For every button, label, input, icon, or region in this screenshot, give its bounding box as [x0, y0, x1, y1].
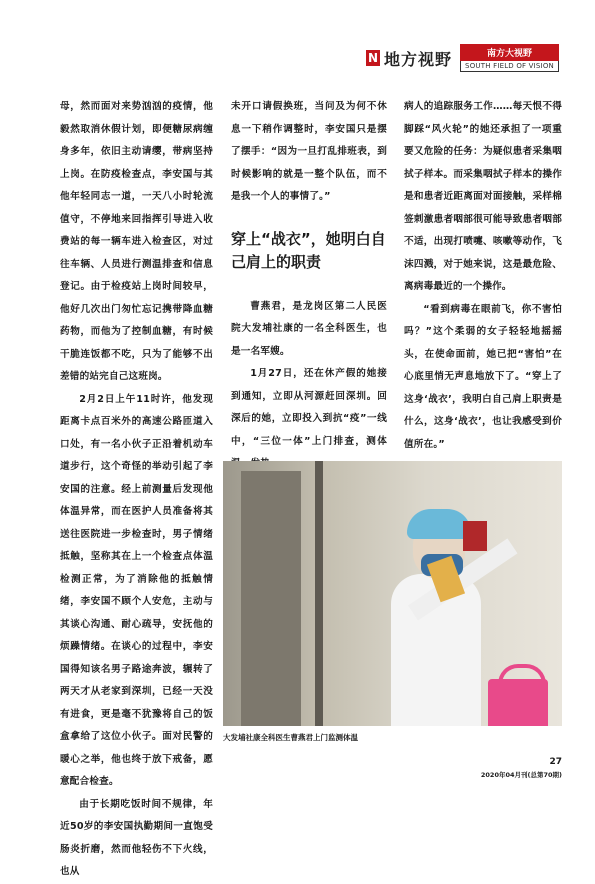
magazine-tag	[460, 44, 559, 72]
photo-caption: 大发埔社康全科医生曹燕君上门监测体温	[223, 733, 358, 742]
paragraph: 由于长期吃饭时间不规律，年近50岁的李安国执勤期间一直饱受肠炎折磨，然而他轻伤不下火线，也从	[60, 798, 213, 877]
text-column-2	[231, 96, 387, 476]
section-heading: 穿上“战衣”，她明白自己肩上的职责	[231, 229, 386, 271]
paragraph: 母，然而面对来势汹汹的疫情，他毅然取消休假计划，即便糖尿病缠身多年，依旧主动请缨，带病坚持上岗。在防疫检查点，李安国与其他年轻同志一道，一天八小时轮流值守，不停地来回指挥引导进入收费站的每一辆车进入检查区，对过往车辆、人员进行测温排查和信息登记。由于检疫站上岗时间较早，他好几次出门匆忙忘记携带降血糖药物，而他为了控制血糖，有时候干脆连饭都不吃，只为了能够不出差错的站完自己这班岗。	[60, 101, 213, 382]
paragraph: 1月27日，还在休产假的她接到通知，立即从河源赶回深圳。回深后的她，立即投入到抗“疫”一线中，“三位一体”上门排查，测体	[231, 368, 387, 447]
paragraph: 曹燕君，是龙岗区第二人民医院大发埔社康的一名全科医生，也是一名军嫂。	[231, 300, 387, 357]
pink-bag-shape	[488, 679, 548, 726]
text-column-1	[60, 96, 213, 884]
surgical-cap-shape	[407, 509, 471, 539]
door-shape	[241, 471, 301, 726]
doctor-figure	[373, 499, 483, 726]
paragraph: 2月2日上午11时许，他发现距离卡点百米外的高速公路匝道入口处，有一名小伙子正沿着机动车道步行，这个奇怪的举动引起了李安国的注意。经上前测量后发现他体温异常，而在医护人员准备将其送往医院进一步检查时，男子情绪抵触，坚称其在上一个检查点体温检测正常，为了消除他的抵触情绪，李安国不顾个人安危，主动与其谈心沟通、耐心疏导，安抚他的烦躁情绪。在谈心的过程中，李安国得知该名男子路途奔波，辗转了两天才从老家到深圳，已经一天没有进食，更是毫不犹豫将自己的饭盒拿给了这位小伙子。面对民警的暖心之举，他也终于放下戒备，愿意配合检查。	[60, 393, 213, 787]
text-column-3	[404, 96, 562, 456]
page-number: 27	[549, 757, 562, 767]
magazine-logo-icon: N	[368, 51, 379, 65]
paragraph: 病人的追踪服务工作……每天恨不得脚踩“风火轮”的她还承担了一项重要又危险的任务：为疑似患者采集咽拭子样本。而采集咽拭子样本的操作是和患者近距离面对面接触，采样棉签刺激患者咽部很可能导致患者咽部不适，出现打喷嚏、咳嗽等动作，飞沫四溅，对于她来说，这是最危险、离病毒最近的一个操作。	[404, 101, 562, 292]
door-frame-shape	[315, 461, 323, 726]
magazine-name: 南方大视野	[460, 44, 559, 61]
red-booklet-icon	[463, 521, 487, 551]
paragraph: “看到病毒在眼前飞，你不害怕吗？”这个柔弱的女子轻轻地摇摇头，在使命面前，她已把“害怕”在心底里悄无声息地放下了。“穿上了这身‘战衣’，我明白自己肩上职责是什么，这身‘战衣’，也让我感受到价值所在。”	[404, 303, 562, 450]
issue-label: 2020年04月刊(总第70期)	[480, 771, 562, 779]
section-header	[366, 44, 559, 72]
paragraph: 未开口请假换班，当问及为何不休息一下稍作调整时，李安国只是摆了摆手：“因为一旦打乱排班表，到时候影响的就是一整个队伍，而不是我一个人的事情了。”	[231, 101, 387, 202]
section-title: 地方视野	[384, 49, 453, 69]
magazine-name-english: SOUTH FIELD OF VISION	[460, 61, 559, 72]
article-photo	[223, 461, 562, 726]
